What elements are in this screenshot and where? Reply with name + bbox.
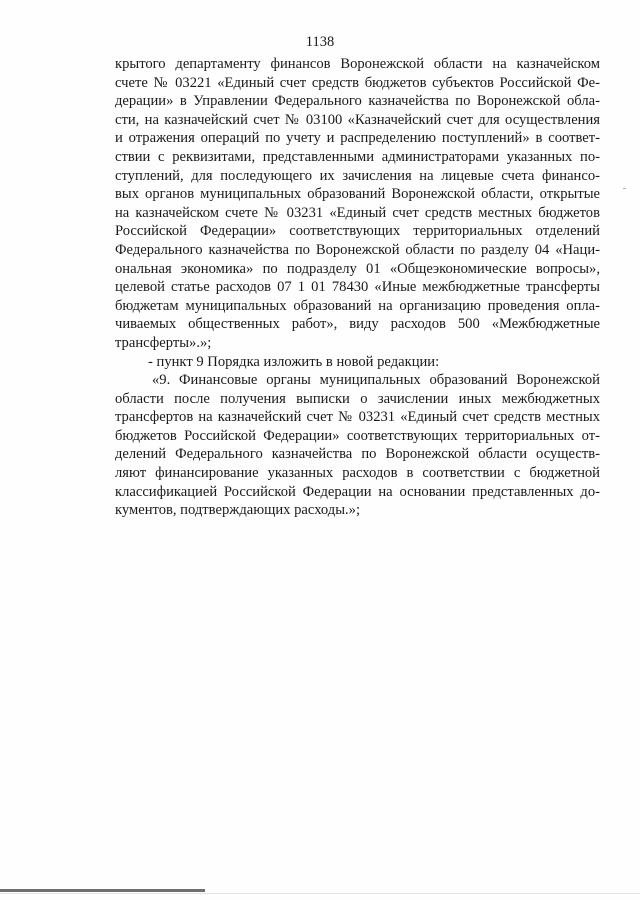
text-line: на казначейском счете № 03231 «Единый счет средств местных бюджетов — [115, 204, 600, 221]
text-line: крытого департаменту финансов Воронежской области на казначейском — [115, 56, 600, 72]
text-line: делений Федерального казначейства по Воронежской области осуществ- — [115, 446, 600, 463]
text-line: бюджетов Российской Федерации» соответствующих территориальных от- — [115, 427, 600, 444]
text-line: - пункт 9 Порядка изложить в новой редакции: — [148, 353, 440, 370]
text-line: Федерального казначейства по Воронежской области по разделу 04 «Наци- — [115, 241, 600, 258]
text-line: сти, на казначейский счет № 03100 «Казначейский счет для осуществления — [115, 111, 600, 128]
page-number: 1138 — [305, 34, 335, 50]
text-line: и отражения операций по учету и распределению поступлений» в соответ- — [115, 130, 600, 147]
scan-edge-line — [0, 889, 205, 892]
text-line: кументов, подтверждающих расходы.»; — [115, 502, 361, 519]
text-line: трансфертов на казначейский счет № 03231 «Единый счет средств местных — [115, 409, 600, 426]
text-line: ляют финансирование указанных расходов в соответствии с бюджетной — [115, 465, 600, 482]
text-line: бюджетам муниципальных образований на организацию проведения опла- — [115, 297, 600, 314]
text-line: ступлений, для последующего их зачисления на лицевые счета финансо- — [115, 167, 600, 184]
text-line: области после получения выписки о зачислении иных межбюджетных — [115, 390, 600, 407]
text-line: «9. Финансовые органы муниципальных образований Воронежской — [152, 372, 600, 389]
margin-mark — [623, 188, 626, 189]
text-line: ствии с реквизитами, представленными администраторами указанных по- — [115, 148, 600, 165]
text-line: трансферты».»; — [115, 334, 212, 351]
document-body — [115, 55, 600, 520]
text-line: ональная экономика» по подразделу 01 «Общеэкономические вопросы», — [115, 260, 600, 277]
text-line: Российской Федерации» соответствующих территориальных отделений — [115, 223, 600, 240]
text-line: вых органов муниципальных образований Воронежской области, открытые — [115, 186, 600, 203]
text-line: целевой статье расходов 07 1 01 78430 «Иные межбюджетные трансферты — [115, 279, 600, 296]
text-line: счете № 03221 «Единый счет средств бюджетов субъектов Российской Фе- — [115, 74, 600, 91]
text-line: дерации» в Управлении Федерального казначейства по Воронежской обла- — [115, 93, 600, 110]
text-line: классификацией Российской Федерации на основании представленных до- — [115, 483, 600, 500]
text-line: чиваемых общественных работ», виду расходов 500 «Межбюджетные — [115, 316, 600, 333]
scan-edge-line — [0, 893, 640, 894]
